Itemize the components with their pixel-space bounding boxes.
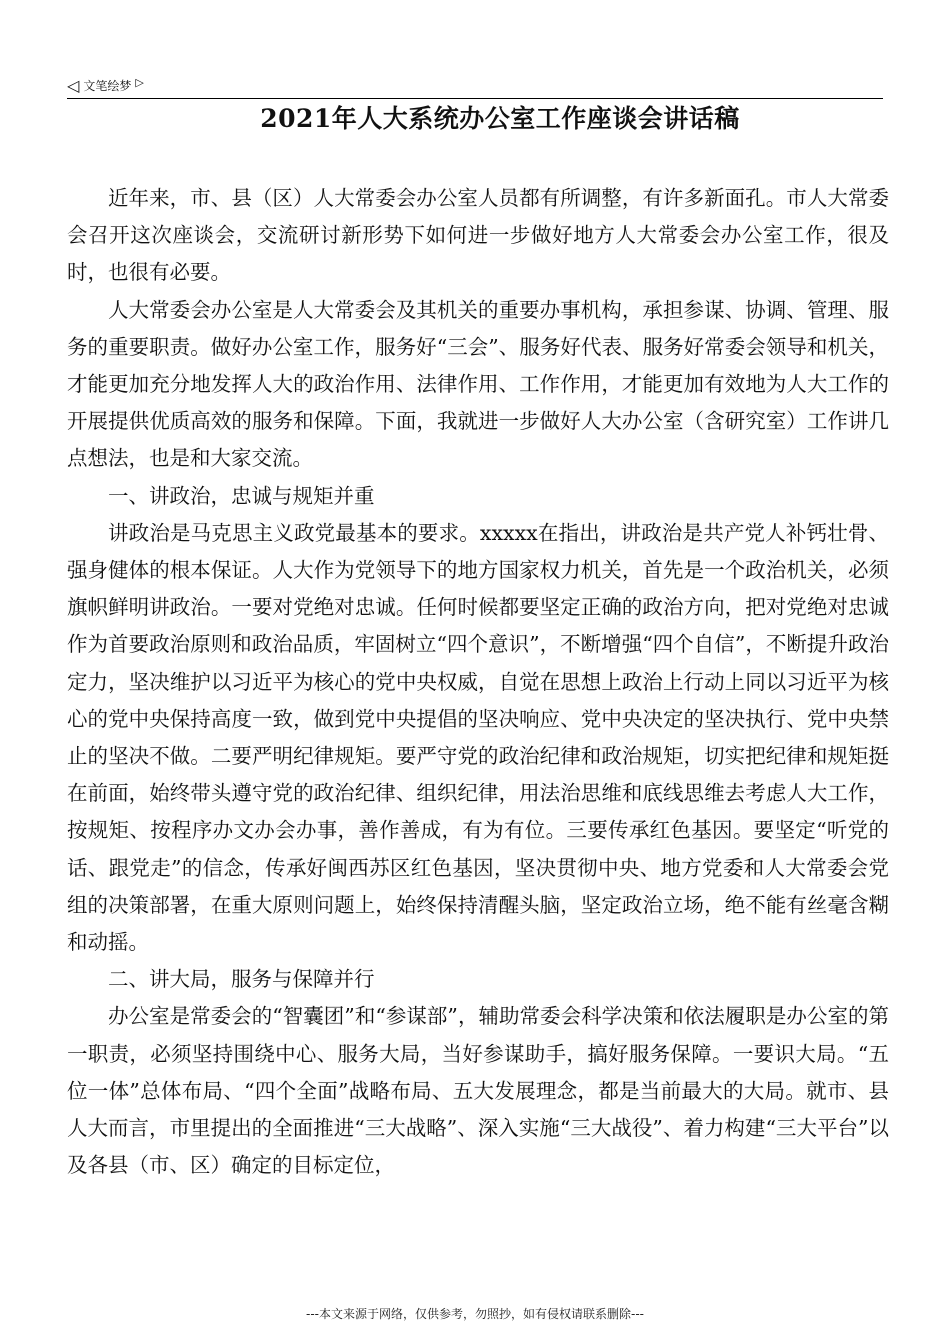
document-body — [67, 180, 889, 1184]
left-triangle-icon: ◁ — [67, 76, 80, 95]
section-heading-1: 一、讲政治，忠诚与规矩并重 — [108, 483, 375, 508]
page-header — [67, 72, 883, 99]
header-brand-text: 文笔绘梦 — [83, 79, 132, 93]
paragraph-1: 近年来，市、县（区）人大常委会办公室人员都有所调整，有许多新面孔。市人大常委会召开这次座谈会，交流研讨新形势下如何进一步做好地方人大常委会办公室工作，很及时，也很有必要。 — [67, 186, 889, 285]
paragraph-2: 人大常委会办公室是人大常委会及其机关的重要办事机构，承担参谋、协调、管理、服务的重要职责。做好办公室工作，服务好“三会”、服务好代表、服务好常委会领导和机关，才能更加充分地发挥人大的政治作用、法律作用、工作作用，才能更加有效地为人大工作的开展提供优质高效的服务和保障。下面，我就进一步做好人大办公室（含研究室）工作讲几点想法，也是和大家交流。 — [67, 297, 889, 471]
paragraph-4: 办公室是常委会的“智囊团”和“参谋部”，辅助常委会科学决策和依法履职是办公室的第一职责，必须坚持围绕中心、服务大局，当好参谋助手，搞好服务保障。一要识大局。“五位一体”总体布局、“四个全面”战略布局、五大发展理念，都是当前最大的大局。就市、县人大而言，市里提出的全面推进“三大战略”、深入实施“三大战役”、着力构建“三大平台”以及各县（市、区）确定的目标定位， — [67, 1004, 889, 1178]
section-heading-2: 二、讲大局，服务与保障并行 — [108, 967, 375, 992]
right-triangle-icon: ▷ — [135, 76, 144, 89]
header-brand — [67, 76, 144, 95]
document-title: 2021年人大系统办公室工作座谈会讲话稿 — [260, 104, 740, 133]
paragraph-3: 讲政治是马克思主义政党最基本的要求。xxxxx在指出，讲政治是共产党人补钙壮骨、强身健体的根本保证。人大作为党领导下的地方国家权力机关，首先是一个政治机关，必须旗帜鲜明讲政治。一要对党绝对忠诚。任何时候都要坚定正确的政治方向，把对党绝对忠诚作为首要政治原则和政治品质，牢固树立“四个意识”，不断增强“四个自信”，不断提升政治定力，坚决维护以习近平为核心的党中央权威，自觉在思想上政治上行动上同以习近平为核心的党中央保持高度一致，做到党中央提倡的坚决响应、党中央决定的坚决执行、党中央禁止的坚决不做。二要严明纪律规矩。要严守党的政治纪律和政治规矩，切实把纪律和规矩挺在前面，始终带头遵守党的政治纪律、组织纪律，用法治思维和底线思维去考虑人大工作，按规矩、按程序办文办会办事，善作善成，有为有位。三要传承红色基因。要坚定“听党的话、跟党走”的信念，传承好闽西苏区红色基因，坚决贯彻中央、地方党委和人大常委会党组的决策部署，在重大原则问题上，始终保持清醒头脑，坚定政治立场，绝不能有丝毫含糊和动摇。 — [67, 520, 889, 955]
page-footer: ---本文来源于网络，仅供参考，勿照抄，如有侵权请联系删除--- — [306, 1307, 644, 1321]
